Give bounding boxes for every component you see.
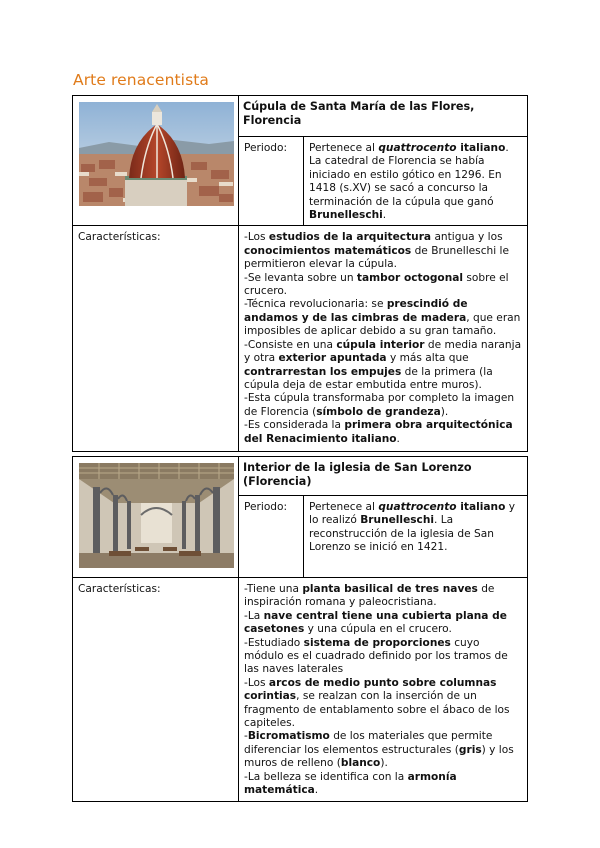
photo-cell: [73, 96, 239, 226]
card1-features-label: Características:: [73, 226, 239, 452]
card2-features-label: Características:: [73, 578, 239, 802]
feature-line: -Técnica revolucionaria: se prescindió de andamos y de las cimbras de madera, que eran imposibles de aplicar debido a su gran tamaño.: [244, 298, 521, 338]
feature-line: -Consiste en una cúpula interior de media naranja y otra exterior apuntada y más alta que contrarrestan los empujes de la primera (la cúpula deja de estar embutida entre muros).: [244, 338, 522, 391]
card1-period-text: Pertenece al quattrocento italiano. La catedral de Florencia se había iniciado en estilo gótico en 1296. En 1418 (s.XV) se sacó a concurso la terminación de la cúpula que ganó Brunelleschi.: [304, 137, 528, 226]
feature-line: -Los estudios de la arquitectura antigua y los conocimientos matemáticos de Brunelleschi le permitieron elevar la cúpula.: [244, 231, 509, 271]
feature-line: -Esta cúpula transformaba por completo la imagen de Florencia (símbolo de grandeza).: [244, 392, 515, 418]
feature-line: -Los arcos de medio punto sobre columnas corintias, se realzan con la inserción de un fragmento de entablamento sobre el ábaco de los capiteles.: [244, 676, 510, 730]
feature-line: -Es considerada la primera obra arquitectónica del Renacimiento italiano.: [244, 419, 513, 445]
card1-features-text: [239, 226, 528, 452]
san-lorenzo-photo: [79, 463, 234, 568]
photo-cell: [73, 457, 239, 578]
artwork-card-san-lorenzo: [72, 456, 528, 802]
duomo-photo: [79, 102, 234, 206]
card1-period-label: Periodo:: [239, 137, 304, 226]
feature-line: -La nave central tiene una cubierta plana de casetones y una cúpula en el crucero.: [244, 609, 507, 636]
feature-line: -Tiene una planta basilical de tres naves de inspiración romana y paleocristiana.: [244, 583, 495, 609]
card1-title: Cúpula de Santa María de las Flores, Florencia: [239, 96, 528, 137]
card2-period-text: Pertenece al quattrocento italiano y lo realizó Brunelleschi. La reconstrucción de la iglesia de San Lorenzo se inició en 1421.: [304, 496, 528, 578]
artwork-card-duomo: [72, 95, 528, 452]
feature-line: -Se levanta sobre un tambor octogonal sobre el crucero.: [244, 271, 509, 298]
card2-period-label: Periodo:: [239, 496, 304, 578]
card2-features-text: [239, 578, 528, 802]
card2-title: Interior de la iglesia de San Lorenzo (Florencia): [239, 457, 528, 496]
feature-line: -Estudiado sistema de proporciones cuyo módulo es el cuadrado definido por los tramos de las naves laterales: [244, 636, 508, 676]
page-title: Arte renacentista: [73, 71, 210, 89]
feature-line: -Bicromatismo de los materiales que permite diferenciar los elementos estructurales (gris) y los muros de relleno (blanco).: [244, 730, 514, 770]
feature-line: -La belleza se identifica con la armonía matemática.: [244, 770, 457, 797]
